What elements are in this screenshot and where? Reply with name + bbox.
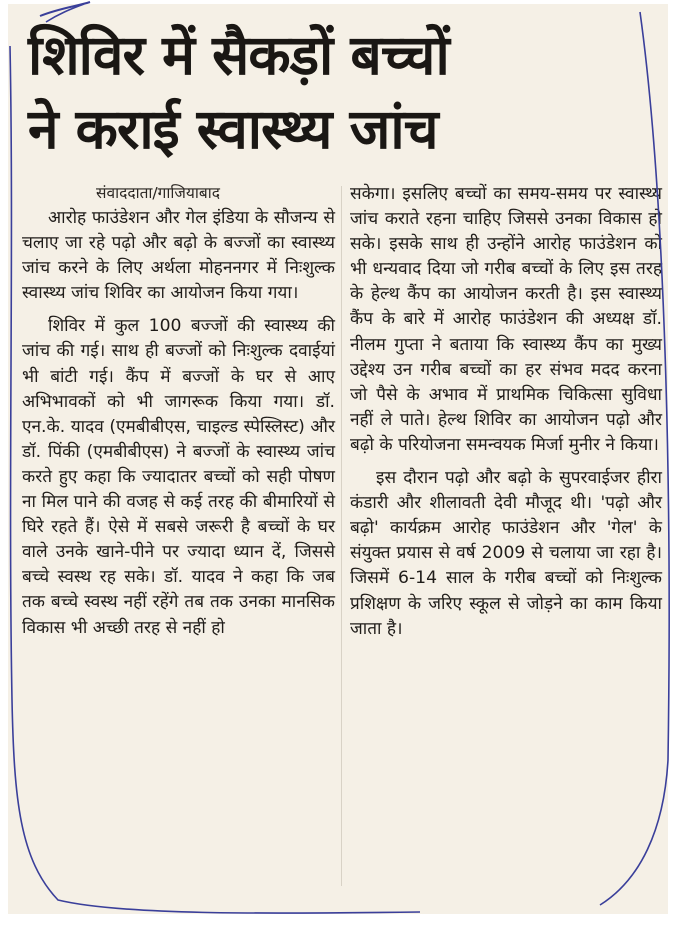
paragraph: आरोह फाउंडेशन और गेल इंडिया के सौजन्य से चलाए जा रहे पढ़ो और बढ़ो के बज्जों का स्वास्थ्य जांच करने के लिए अर्थला मोहननगर में निःशुल्क स्वास्थ्य जांच शिविर का आयोजन किया गया। (22, 208, 335, 304)
byline: संवाददाता/गाजियाबाद (96, 184, 221, 202)
article-column-right (350, 182, 662, 650)
article-column-left (22, 182, 335, 649)
column-divider (341, 186, 342, 886)
paragraph: इस दौरान पढ़ो और बढ़ो के सुपरवाईजर हीरा कंडारी और शीलावती देवी मौजूद थी। 'पढ़ो और बढ़ो' कार्यक्रम आरोह फाउंडेशन और 'गेल' के संयुक्त प्रयास से वर्ष 2009 से चलाया जा रहा है। जिसमें 6-14 साल के गरीब बच्चों को निःशुल्क प्रशिक्षण के जरिए स्कूल से जोड़ने का काम किया जाता है। (350, 468, 662, 639)
headline-line-2: ने कराई स्वास्थ्य जांच (28, 97, 438, 161)
headline-line-1: शिविर में सैकड़ों बच्चों (28, 23, 449, 87)
headline (28, 18, 658, 166)
paragraph: शिविर में कुल 100 बज्जों की स्वास्थ्य की जांच की गई। साथ ही बज्जों को निःशुल्क दवाईयां भी बांटी गई। कैंप में बज्जों के घर से आए अभिभावकों को भी जागरूक किया गया। डॉ. एन.के. यादव (एमबीबीएस, चाइल्ड स्पेस्लिस्ट) और डॉ. पिंकी (एमबीबीएस) ने बज्जों के स्वास्थ्य जांच करते हुए कहा कि ज्यादातर बच्चों को सही पोषण ना मिल पाने की वजह से कई तरह की बीमारियों से घिरे रहते हैं। ऐसे में सबसे जरूरी है बच्चों के घर वाले उनके खाने-पीने पर ज्यादा ध्यान दें, जिससे बच्चे स्वस्थ रह सके। डॉ. यादव ने कहा कि जब तक बच्चे स्वस्थ नहीं रहेंगे तब तक उनका मानसिक विकास भी अच्छी तरह से नहीं हो (22, 316, 335, 638)
paragraph: सकेगा। इसलिए बच्चों का समय-समय पर स्वास्थ्य जांच कराते रहना चाहिए जिससे उनका विकास हो सके। इसके साथ ही उन्होंने आरोह फाउंडेशन को भी धन्यवाद दिया जो गरीब बच्चों के लिए इस तरह के हेल्थ कैंप का आयोजन करती है। इस स्वास्थ्य कैंप के बारे में आरोह फाउंडेशन की अध्यक्ष डॉ. नीलम गुप्ता ने बताया कि स्वास्थ्य कैंप का मुख्य उद्देश्य उन गरीब बच्चों का हर संभव मदद करना जो पैसे के अभाव में प्राथमिक चिकित्सा सुविधा नहीं ले पाते। हेल्थ शिविर का आयोजन पढ़ो और बढ़ो के परियोजना समन्वयक मिर्जा मुनीर ने किया। (350, 184, 662, 455)
newspaper-clipping (8, 4, 668, 914)
